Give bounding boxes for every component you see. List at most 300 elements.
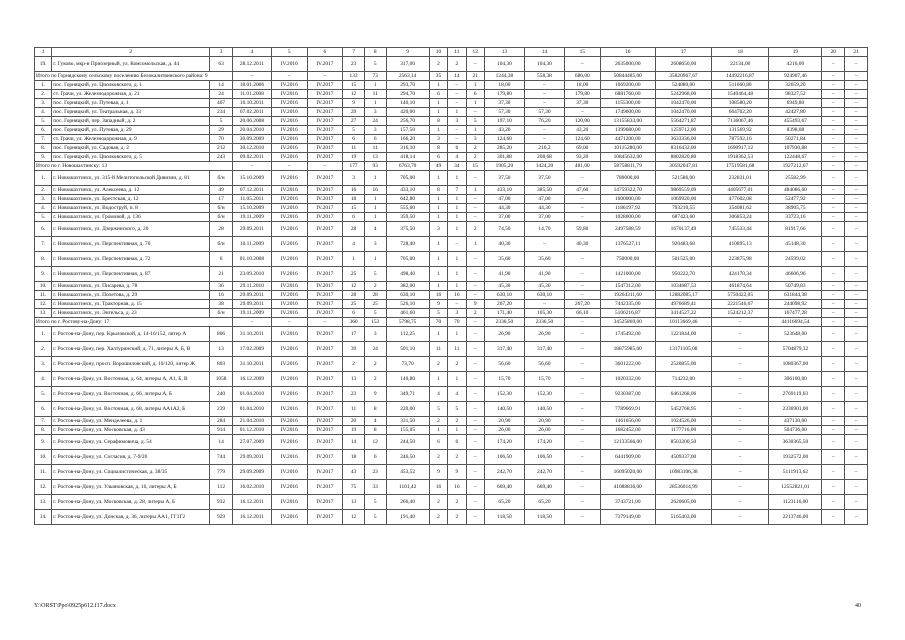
table-cell: 750000,00 [600,252,655,267]
table-row [35,450,868,465]
table-cell: – [564,57,600,72]
table-cell: 29.11.2010 [232,282,271,291]
table-cell: – [712,465,769,480]
table-cell: 16.12.2011 [232,510,271,525]
table-cell: 19 [343,153,365,162]
table-cell: – [564,267,600,282]
table-cell: 787592,16 [712,135,769,144]
table-cell: 14 [210,81,233,90]
table-cell: – [822,480,845,495]
table-cell: 1927212,67 [769,162,822,171]
table-cell: 75 [343,480,365,495]
table-cell: 461874,64 [712,282,769,291]
table-cell: 49 [429,162,447,171]
table-cell: – [232,318,271,327]
table-row [35,267,868,282]
table-cell: 433,10 [386,186,429,195]
table-cell: 31.10.2011 [232,327,271,342]
table-cell: 10115280,00 [600,144,655,153]
table-cell: 1 [429,282,447,291]
table-cell: IV.2017 [307,99,343,108]
table-cell: 3. [35,357,52,372]
address-cell: г. Ростов-на-Дону, ул. Московская, д. 43 [52,426,210,435]
table-cell: – [822,417,845,426]
table-cell: 43 [343,465,365,480]
table-cell: 5 [364,57,386,72]
table-cell: 01.12.2010 [232,426,271,435]
table-cell: – [822,99,845,108]
table-cell: IV.2016 [271,252,307,267]
table-cell: 18 [343,450,365,465]
table-cell: 1221844,00 [655,327,711,342]
table-cell: – [524,237,564,252]
table-cell: 555,60 [386,204,429,213]
table-cell: – [822,126,845,135]
table-cell: 14 [210,435,233,450]
table-cell: 385,50 [524,186,564,195]
table-cell: – [466,267,484,282]
table-cell: – [524,126,564,135]
table-cell: 21 [210,267,233,282]
table-cell: 21.04.2010 [232,417,271,426]
table-cell: 511660,80 [712,81,769,90]
table-cell: 630,10 [484,291,524,300]
table-cell: 20 [343,417,365,426]
table-cell: 16 [429,291,447,300]
table-cell: – [822,81,845,90]
table-cell: – [845,153,868,162]
table-cell: 157,50 [386,126,429,135]
table-cell: IV.2016 [271,144,307,153]
table-cell: 10. [35,450,52,465]
table-cell: 208,68 [524,153,564,162]
table-cell: – [822,135,845,144]
table-cell: IV.2016 [271,135,307,144]
table-cell: 47,60 [564,186,600,195]
table-cell: 1 [364,195,386,204]
table-cell: 112,25 [386,327,429,342]
table-cell: – [845,237,868,252]
table-cell: – [845,309,868,318]
table-row [35,237,868,252]
table-cell: 65,20 [484,495,524,510]
table-cell: – [845,450,868,465]
table-cell: 1 [429,237,447,252]
table-cell: 1932572,00 [769,450,822,465]
table-cell: 15 [466,162,484,171]
table-cell: 2. [35,342,52,357]
table-cell: 28 [343,222,365,237]
table-cell: 1 [364,99,386,108]
table-cell: IV.2017 [307,372,343,387]
address-cell: г. Ростов-на-Дону, ул. Восточная, д. 66, литеры А, Б [52,387,210,402]
table-cell: 293,70 [386,81,429,90]
table-cell: 19.11.2009 [232,309,271,318]
table-cell: 9230387,00 [600,387,655,402]
table-cell: 9. [35,435,52,450]
table-cell: 9 [343,99,365,108]
table-cell: 19 [343,426,365,435]
table-cell: – [448,126,466,135]
table-cell: 118,50 [524,510,564,525]
table-cell: 779 [210,465,233,480]
table-cell: 1259712,00 [655,126,711,135]
table-cell: 220,00 [386,402,429,417]
table-cell: 25 [343,267,365,282]
table-cell: 5 [448,402,466,417]
table-cell: – [845,291,868,300]
table-cell: 2 [364,282,386,291]
table-cell: 30.09.2009 [232,135,271,144]
table-row [35,465,868,480]
table-row [35,108,868,117]
table-cell: 44,30 [524,204,564,213]
table-cell: 24 [364,117,386,126]
table-cell: 1 [448,327,466,342]
table-cell: 19. [35,57,52,72]
table-cell: 6 [343,309,365,318]
table-cell: – [564,510,600,525]
table-cell: 1 [448,282,466,291]
table-cell: – [448,81,466,90]
subtotal-row [35,318,868,327]
address-cell: г. Ростов-на-Дону, ул. Серафимовича, д. 54 [52,435,210,450]
table-cell: – [466,402,484,417]
table-cell: 9. [35,267,52,282]
table-cell: 1020332,00 [600,372,655,387]
table-cell: – [712,372,769,387]
address-cell: г. Ростов-на-Дону, просп. Ворошиловский, д. 10/120, литер Ж [52,357,210,372]
table-cell: – [564,213,600,222]
table-cell: 418,14 [386,153,429,162]
table-cell: 5798,75 [386,318,429,327]
table-cell: 8. [35,252,52,267]
table-cell: IV.2016 [271,510,307,525]
table-cell: 16.12.2009 [232,372,271,387]
table-cell: 23 [343,57,365,72]
table-cell: 93,20 [564,153,600,162]
table-cell: IV.2017 [307,108,343,117]
table-cell: IV.2017 [307,117,343,126]
table-cell: – [822,495,845,510]
table-cell: 35,60 [524,252,564,267]
table-cell: 9 [429,300,447,309]
table-cell: IV.2017 [307,213,343,222]
table-cell: – [845,90,868,99]
table-cell: 1461656,00 [600,417,655,426]
table-cell: – [712,417,769,426]
table-cell: 433,10 [484,186,524,195]
table-cell: 8 [364,402,386,417]
table-cell: 18,00 [564,81,600,90]
table-cell: – [524,90,564,99]
table-row [35,171,868,186]
table-cell: IV.2017 [307,186,343,195]
table-cell: 2769119,03 [769,387,822,402]
table-cell: 669,40 [524,480,564,495]
table-cell: – [466,495,484,510]
table-cell: 6 [448,144,466,153]
table-row [35,495,868,510]
table-cell: IV.2016 [271,186,307,195]
table-cell: – [712,510,769,525]
table-cell: – [822,435,845,450]
table-cell: 1 [429,372,447,387]
table-cell: 7442335,00 [600,300,655,309]
table-cell: – [845,108,868,117]
table-cell: 3414527,22 [655,309,711,318]
table-cell: IV.2017 [307,204,343,213]
table-cell: 1 [448,213,466,222]
table-cell: 191,40 [386,510,429,525]
table-cell: – [466,195,484,204]
table-cell: 124,60 [564,135,600,144]
table-cell: IV.2016 [271,90,307,99]
table-cell: 11 [343,144,365,153]
table-cell: 42427,80 [769,108,822,117]
table-cell: 504736,00 [769,426,822,435]
table-cell: 526,10 [386,300,429,309]
table-cell: 4405677,01 [712,186,769,195]
table-cell: 8316432,00 [655,144,711,153]
table-cell: 26,90 [524,327,564,342]
table-cell: 5242968,00 [655,90,711,99]
table-cell: 4. [35,204,52,213]
table-cell: 35,60 [484,252,524,267]
table-cell: 5 [364,309,386,318]
table-cell: – [564,495,600,510]
table-cell: – [845,342,868,357]
table-cell: 70 [210,135,233,144]
table-cell: 45,30 [484,282,524,291]
table-cell: IV.2017 [307,144,343,153]
table-cell: 3 [364,237,386,252]
table-cell: 1 [343,252,365,267]
table-cell: – [845,144,868,153]
table-cell: 56,60 [484,357,524,372]
table-cell: – [712,342,769,357]
table-cell: 243 [210,153,233,162]
table-cell: 1745492,00 [600,327,655,342]
table-cell: 12552821,01 [769,480,822,495]
table-cell: 9 [429,465,447,480]
table-cell: 410895,13 [712,237,769,252]
table-cell: – [845,135,868,144]
table-cell: 1 [364,213,386,222]
table-cell: 1 [466,237,484,252]
table-cell: 686,00 [564,72,600,81]
table-cell: 01.04.2010 [232,387,271,402]
table-cell: 33 [364,480,386,495]
table-row [35,57,868,72]
table-cell: 1. [35,327,52,342]
table-cell: 929 [210,510,233,525]
table-cell: – [466,252,484,267]
column-number-cell: 10 [429,48,447,57]
table-cell: 4509337,00 [655,450,711,465]
table-cell: 4216,00 [769,57,822,72]
table-cell: IV.2016 [271,417,307,426]
table-cell: 2563,14 [386,72,429,81]
table-cell: – [271,162,307,171]
table-cell: 354081,62 [712,204,769,213]
table-cell: 74,50 [484,222,524,237]
address-cell: пос. Горняцкий, ул. Путевая, д. 29 [52,126,210,135]
table-cell: 15.10.2009 [232,171,271,186]
table-row [35,195,868,204]
table-cell: 10983106,38 [655,465,711,480]
address-cell: г. Новошахтинск, ул. Энгельса, д. 23 [52,309,210,318]
table-cell: – [822,72,845,81]
table-cell: 9869559,09 [655,186,711,195]
table-cell: 4 [448,153,466,162]
table-cell: 1069200,00 [600,81,655,90]
table-cell: – [448,237,466,252]
table-row [35,402,868,417]
table-cell: 19.11.2009 [232,213,271,222]
table-cell: IV.2016 [271,450,307,465]
table-cell: 4976689,41 [655,300,711,309]
table-cell: 140,10 [386,99,429,108]
table-cell: – [845,357,868,372]
column-number-cell: 12 [466,48,484,57]
subtotal-label: Итого по Горнядскому сельскому поселению Белокалитвинского района: 9 [35,72,233,81]
table-cell: 6. [35,222,52,237]
table-cell: 1524212,37 [712,309,769,318]
table-cell: – [845,318,868,327]
table-cell: 256,70 [386,117,429,126]
table-cell: – [564,204,600,213]
table-cell: – [232,72,271,81]
table-cell: 2 [448,495,466,510]
table-cell: 2 [448,450,466,465]
table-cell: IV.2016 [271,309,307,318]
table-cell: 6. [35,402,52,417]
table-cell: 284 [210,417,233,426]
table-row [35,204,868,213]
table-row [35,213,868,222]
table-cell: 12 [343,282,365,291]
table-cell: – [845,426,868,435]
table-cell: 3. [35,99,52,108]
table-cell: 1 [448,204,466,213]
table-cell: IV.2017 [307,57,343,72]
table-cell: 13. [35,495,52,510]
table-cell: – [712,435,769,450]
table-cell: 12882085,17 [655,291,711,300]
table-cell: 01.04.2010 [232,402,271,417]
table-cell: 107930,88 [769,144,822,153]
table-cell: 155,05 [386,426,429,435]
table-cell: 30592047,81 [655,162,711,171]
table-cell: 131569,92 [712,126,769,135]
table-cell: 498,40 [386,267,429,282]
table-cell: – [466,435,484,450]
table-cell: – [822,465,845,480]
table-cell: 27 [343,117,365,126]
table-cell: 2 [429,417,447,426]
table-cell: – [845,81,868,90]
table-cell: – [466,510,484,525]
table-cell: 1 [466,81,484,90]
table-cell: 1069920,00 [655,195,711,204]
address-cell: г. Ростов-на-Дону, пер. Халтуринский, д. 71, литеры А, Б, В [52,342,210,357]
table-cell: 66,10 [564,309,600,318]
table-cell: 294,70 [386,90,429,99]
table-cell: – [466,480,484,495]
table-cell: 780000,00 [600,171,655,186]
table-cell: 26,90 [484,327,524,342]
table-cell: 1421000,00 [600,267,655,282]
table-cell: 501,10 [386,342,429,357]
address-cell: г. Новошахтинск, ул. Брестская, д. 12 [52,195,210,204]
table-cell: – [564,195,600,204]
table-row [35,357,868,372]
table-cell: 07.02.2011 [232,108,271,117]
table-cell: 197,10 [484,117,524,126]
table-cell: 179,80 [564,90,600,99]
table-cell: – [845,72,868,81]
table-cell: 6 [364,450,386,465]
table-cell: 2 [466,153,484,162]
table-cell: IV.2017 [307,309,343,318]
table-cell: 11 [448,342,466,357]
table-cell: 7. [35,417,52,426]
table-cell: – [822,90,845,99]
table-cell: 43,20 [564,126,600,135]
table-cell: 28 [210,222,233,237]
table-cell: 242,70 [524,465,564,480]
column-number-cell: 5 [271,48,307,57]
table-cell: – [845,435,868,450]
table-cell: – [564,291,600,300]
table-cell: 1186197,92 [600,204,655,213]
table-cell: 9 [466,300,484,309]
table-cell: IV.2017 [307,237,343,252]
table-cell: 24 [364,342,386,357]
table-cell: – [822,144,845,153]
table-cell: 4 [429,387,447,402]
table-cell: – [822,318,845,327]
table-cell: 1042470,00 [655,108,711,117]
table-cell: 38 [210,300,233,309]
table-cell: 12 [343,90,365,99]
table-cell: 104,30 [484,57,524,72]
table-cell: 6 [343,213,365,222]
table-cell: 7379149,00 [600,510,655,525]
table-cell: 1 [448,426,466,435]
table-cell: 5 [343,126,365,135]
table-row [35,309,868,318]
table-cell: 5111913,62 [769,465,822,480]
table-row [35,300,868,309]
table-cell: 20.04.2010 [232,126,271,135]
table-cell: 2 [448,510,466,525]
table-cell: 920483,68 [655,237,711,252]
table-cell: 8 [429,117,447,126]
table-cell: 1080367,00 [769,357,822,372]
table-cell: 1376527,11 [600,237,655,252]
table-cell: 3 [343,171,365,186]
table-cell: 2620605,00 [655,495,711,510]
table-cell: 18 [343,195,365,204]
table-cell: 41,90 [484,267,524,282]
table-cell: 477602,08 [712,195,769,204]
table-cell: 106,50 [484,450,524,465]
table-cell: – [845,252,868,267]
table-cell: 2 [466,222,484,237]
subtotal-label: Итого по г. Новошахтинску: 13 [35,162,233,171]
